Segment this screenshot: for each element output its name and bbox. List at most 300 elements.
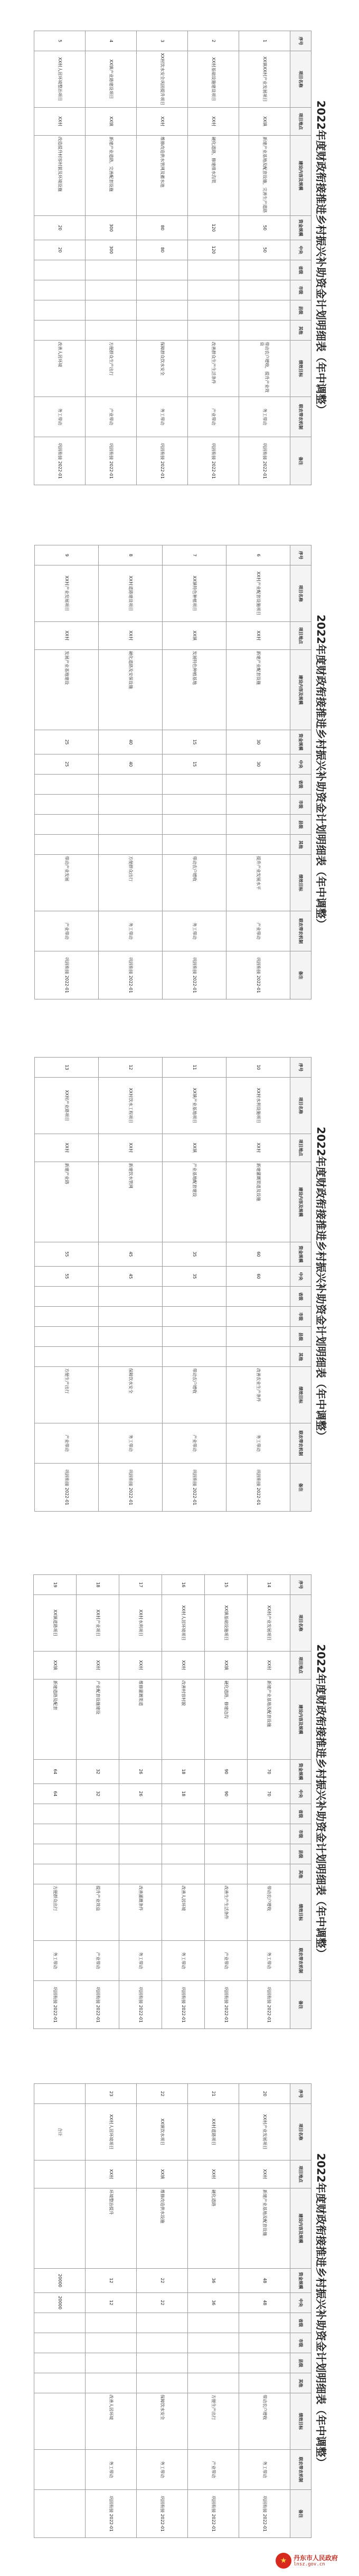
table-cell: 改造提升村容村貌及环境设施 xyxy=(34,135,86,215)
table-cell: XX村水利设施项目 xyxy=(226,1078,290,1134)
column-header: 县级 xyxy=(290,1844,311,1864)
column-header: 省级 xyxy=(290,1804,311,1824)
table-cell: 22 xyxy=(137,2269,188,2293)
table-cell xyxy=(239,2333,290,2353)
table-row xyxy=(163,545,226,999)
table-cell xyxy=(205,1804,248,1824)
funding-table xyxy=(34,1057,311,1512)
table-cell xyxy=(226,835,290,855)
table-cell xyxy=(239,2353,290,2373)
table-cell xyxy=(205,1864,248,1884)
table-cell xyxy=(119,1804,162,1824)
table-cell: 巩固衔接 2022-01 xyxy=(226,1463,290,1511)
table-cell xyxy=(86,280,137,300)
table-cell: XX镇 xyxy=(86,107,137,135)
table-cell: 保障饮水安全 xyxy=(99,1367,163,1423)
table-cell: 12 xyxy=(99,1058,163,1078)
table-cell: 64 xyxy=(34,1760,77,1784)
table-cell: 改善生产生活条件 xyxy=(205,1884,248,1941)
table-cell: 方便群众生产出行 xyxy=(86,341,137,397)
table-cell: 巩固衔接 2022-01 xyxy=(188,2489,239,2537)
table-cell: 新建饮水管网 xyxy=(99,1162,163,1242)
table-row xyxy=(35,1058,99,1512)
table-cell xyxy=(226,1306,290,1326)
table-cell: 硬化道路 xyxy=(188,2188,239,2268)
table-cell xyxy=(137,260,188,280)
table-cell: 务工带动 xyxy=(34,397,86,437)
table-cell xyxy=(239,260,290,280)
table-cell: XX镇 xyxy=(34,1651,77,1679)
table-cell: 巩固衔接 2022-01 xyxy=(86,437,137,485)
table-cell: 55 xyxy=(35,1242,99,1267)
table-row xyxy=(99,1058,163,1512)
column-header: 县级 xyxy=(290,815,311,835)
table-cell: 90 xyxy=(205,1760,248,1784)
table-cell xyxy=(34,1824,77,1844)
table-cell xyxy=(239,300,290,320)
table-cell xyxy=(137,2313,188,2333)
table-row xyxy=(239,31,290,485)
table-cell xyxy=(34,320,86,341)
table-cell: XX村饮水工程项目 xyxy=(99,1078,163,1134)
table-cell xyxy=(239,320,290,341)
table-cell: XX村 xyxy=(77,1651,119,1679)
table-cell: 40 xyxy=(99,730,163,754)
column-header: 其他 xyxy=(290,320,311,341)
table-cell: 带动产业发展 xyxy=(35,855,99,911)
table-row xyxy=(239,2084,290,2538)
table-cell xyxy=(34,2373,86,2393)
table-cell xyxy=(99,1347,163,1367)
table-cell: 方便生产出行 xyxy=(35,1367,99,1423)
table-cell: XX村 xyxy=(239,2160,290,2188)
table-cell xyxy=(99,774,163,794)
table-cell: 改善灌溉条件 xyxy=(119,1884,162,1941)
table-cell: 巩固衔接 2022-01 xyxy=(137,2489,188,2537)
table-cell: 30 xyxy=(226,754,290,774)
table-cell: 14 xyxy=(248,1575,290,1595)
table-cell xyxy=(188,260,239,280)
column-header: 绩效目标 xyxy=(290,855,311,911)
table-cell: 19 xyxy=(34,1575,77,1595)
table-cell: 巩固衔接 2022-01 xyxy=(163,1463,226,1511)
column-header: 建设内容及规模 xyxy=(290,1162,311,1242)
page-title: 2022年度财政衔接推进乡村振兴补助资金计划明细表（年中调整） xyxy=(315,615,327,929)
table-cell: 硬化道路，修建边沟 xyxy=(205,1679,248,1759)
column-header: 备注 xyxy=(290,2489,311,2537)
footer-logo-text xyxy=(294,2554,338,2568)
table-cell: XX村道路项目 xyxy=(188,2104,239,2160)
table-cell: 务工带动 xyxy=(34,1940,77,1980)
table-cell xyxy=(99,1286,163,1306)
table-cell: XX村 xyxy=(119,1651,162,1679)
table-cell xyxy=(86,2353,137,2373)
table-cell: XX村道路建设项目 xyxy=(99,565,163,622)
table-cell xyxy=(34,280,86,300)
table-cell: 巩固衔接 2022-01 xyxy=(119,1980,162,2028)
table-cell xyxy=(248,1844,290,1864)
table-cell: 50 xyxy=(239,216,290,240)
table-cell: 产业带动 xyxy=(35,911,99,951)
table-cell xyxy=(86,300,137,320)
column-header: 项目名称 xyxy=(290,565,311,622)
table-cell: XX镇XX村产业发展项目 xyxy=(239,51,290,108)
column-header: 其他 xyxy=(290,1864,311,1884)
table-cell: 45 xyxy=(99,1242,163,1267)
table-cell: 巩固衔接 2022-01 xyxy=(163,951,226,999)
table-row xyxy=(163,1058,226,1512)
table-row xyxy=(34,1575,77,2029)
table-cell: 务工带动 xyxy=(99,1423,163,1463)
table-cell: XX村产业发展项目 xyxy=(35,565,99,622)
table-cell: 新建产业路 xyxy=(35,1162,99,1242)
table-cell: 15 xyxy=(205,1575,248,1595)
table-cell: 务工带动 xyxy=(137,2449,188,2489)
column-header: 县级 xyxy=(290,1327,311,1347)
table-cell: 45 xyxy=(99,1266,163,1286)
table-cell xyxy=(188,300,239,320)
table-cell: 产业带动 xyxy=(188,2449,239,2489)
table-cell: 务工带动 xyxy=(86,2449,137,2489)
table-cell: 巩固衔接 2022-01 xyxy=(86,2489,137,2537)
table-cell: 55 xyxy=(35,1266,99,1286)
table-cell xyxy=(239,280,290,300)
table-cell xyxy=(205,1824,248,1844)
column-header: 项目名称 xyxy=(290,2104,311,2160)
table-cell: 18 xyxy=(162,1784,205,1804)
table-cell: XX村 xyxy=(137,107,188,135)
table-cell: 务工带动 xyxy=(248,1940,290,1980)
column-header: 联农带农机制 xyxy=(290,397,311,437)
table-cell: 产业带动 xyxy=(86,397,137,437)
table-cell: 40 xyxy=(99,754,163,774)
table-cell: 新建产业道路，完善配套设施 xyxy=(86,135,137,215)
table-cell xyxy=(99,835,163,855)
table-cell xyxy=(34,2449,86,2489)
table-cell xyxy=(34,300,86,320)
table-cell xyxy=(162,1804,205,1824)
table-cell: 23 xyxy=(86,2084,137,2104)
table-cell: XX村产业项目 xyxy=(77,1595,119,1652)
column-header: 建设内容及规模 xyxy=(290,2188,311,2268)
table-cell xyxy=(163,815,226,835)
table-row xyxy=(86,31,137,485)
table-cell xyxy=(163,774,226,794)
table-cell: XX村基础设施建设项目 xyxy=(188,51,239,108)
table-cell: XX村 xyxy=(226,1134,290,1162)
funding-table xyxy=(34,2083,311,2538)
table-cell: 70 xyxy=(248,1784,290,1804)
table-cell xyxy=(163,794,226,814)
column-header: 其他 xyxy=(290,2373,311,2393)
table-cell xyxy=(248,1804,290,1824)
table-cell: 产业带动 xyxy=(205,1940,248,1980)
table-cell: 35 xyxy=(163,1266,226,1286)
column-header: 省级 xyxy=(290,1286,311,1306)
table-row xyxy=(188,31,239,485)
table-cell xyxy=(137,280,188,300)
column-header: 备注 xyxy=(290,1980,311,2028)
table-cell: 务工带动 xyxy=(226,1423,290,1463)
table-cell: XX村人居环境项目 xyxy=(162,1595,205,1652)
column-header: 资金规模 xyxy=(290,730,311,754)
table-cell: 50 xyxy=(239,240,290,260)
table-row xyxy=(248,1575,290,2029)
table-cell: 产业带动 xyxy=(226,911,290,951)
table-cell xyxy=(34,1844,77,1864)
funding-table xyxy=(34,31,311,485)
table-cell: 300 xyxy=(86,240,137,260)
table-cell: XX村人居环境项目 xyxy=(86,2104,137,2160)
table-cell: 16 xyxy=(162,1575,205,1595)
table-cell: 方便生产出行 xyxy=(188,2393,239,2450)
column-header: 中央 xyxy=(290,1266,311,1286)
table-cell xyxy=(34,2160,86,2188)
table-cell: 巩固衔接 2022-01 xyxy=(35,951,99,999)
table-cell: 32 xyxy=(77,1760,119,1784)
table-cell: 48 xyxy=(239,2269,290,2293)
column-header: 其他 xyxy=(290,835,311,855)
table-cell: 硬化道路及安保设施 xyxy=(99,649,163,730)
table-cell xyxy=(34,2188,86,2268)
table-cell xyxy=(86,2313,137,2333)
table-cell xyxy=(119,1864,162,1884)
table-cell: 巩固衔接 2022-01 xyxy=(35,1463,99,1511)
table-cell xyxy=(163,1286,226,1306)
page-title: 2022年度财政衔接推进乡村振兴补助资金计划明细表（年中调整） xyxy=(315,1644,327,1959)
table-cell: 36 xyxy=(188,2269,239,2293)
table-cell: 巩固衔接 2022-01 xyxy=(226,951,290,999)
table-cell xyxy=(137,2333,188,2353)
table-cell: 务工带动 xyxy=(239,397,290,437)
table-cell: 6 xyxy=(226,545,290,565)
table-cell xyxy=(35,794,99,814)
table-cell xyxy=(226,1347,290,1367)
table-cell: 务工带动 xyxy=(137,397,188,437)
table-cell: 300 xyxy=(86,216,137,240)
footer-logo-name: 丹东市人民政府 xyxy=(294,2554,338,2562)
table-page xyxy=(21,529,338,1015)
column-header: 资金规模 xyxy=(290,2269,311,2293)
table-cell: 产业配套设施建设 xyxy=(77,1679,119,1759)
table-cell: XX村 xyxy=(248,1651,290,1679)
table-cell: 硬化道路，修建排水沟渠 xyxy=(188,135,239,215)
table-cell: 新建产业配套设施 xyxy=(226,649,290,730)
table-cell: 25 xyxy=(35,730,99,754)
table-cell: 改善人居环境 xyxy=(162,1884,205,1941)
funding-table xyxy=(34,545,311,999)
table-cell xyxy=(34,260,86,280)
table-cell xyxy=(205,1844,248,1864)
column-header: 省级 xyxy=(290,2313,311,2333)
table-cell: 22 xyxy=(137,2084,188,2104)
table-cell: XX村 xyxy=(35,621,99,649)
table-cell xyxy=(34,1804,77,1824)
table-cell xyxy=(34,2313,86,2333)
table-cell: 8 xyxy=(99,545,163,565)
table-cell: XX村产业配套设施项目 xyxy=(226,565,290,622)
table-cell: 4 xyxy=(86,31,137,51)
table-cell: 产业带动 xyxy=(77,1940,119,1980)
table-cell xyxy=(77,1824,119,1844)
table-cell: XX村人居环境整治项目 xyxy=(34,51,86,108)
table-page xyxy=(21,15,338,501)
column-header: 项目名称 xyxy=(290,1595,311,1652)
table-cell: XX镇道路项目 xyxy=(34,1595,77,1652)
table-cell: XX村 xyxy=(188,2160,239,2188)
table-cell: 70 xyxy=(248,1760,290,1784)
column-header: 中央 xyxy=(290,1784,311,1804)
table-cell xyxy=(34,2393,86,2450)
table-cell: XX镇 xyxy=(137,2160,188,2188)
table-cell: 36 xyxy=(188,2292,239,2313)
table-cell: 20000 xyxy=(34,2292,86,2313)
table-cell xyxy=(137,2353,188,2373)
table-cell xyxy=(162,1844,205,1864)
table-row xyxy=(162,1575,205,2029)
table-cell xyxy=(77,1864,119,1884)
table-cell: 26 xyxy=(119,1784,162,1804)
column-header: 绩效目标 xyxy=(290,2393,311,2450)
column-header: 备注 xyxy=(290,437,311,485)
table-cell xyxy=(226,794,290,814)
table-cell: XX村产业路项目 xyxy=(35,1078,99,1134)
table-cell: 80 xyxy=(137,240,188,260)
column-header: 项目地点 xyxy=(290,1651,311,1679)
table-cell xyxy=(226,1327,290,1347)
column-header: 市级 xyxy=(290,280,311,300)
table-cell: XX村产业发展项目 xyxy=(239,2104,290,2160)
table-cell xyxy=(163,1306,226,1326)
table-cell: 发展产业基地建设 xyxy=(35,649,99,730)
table-page xyxy=(21,2068,338,2553)
table-cell: 改善村容村貌 xyxy=(162,1679,205,1759)
table-cell xyxy=(226,815,290,835)
table-cell: 提升产业效益 xyxy=(77,1884,119,1941)
table-cell: 18 xyxy=(77,1575,119,1595)
table-cell: 90 xyxy=(205,1784,248,1804)
table-cell: 产业带动 xyxy=(163,1423,226,1463)
table-cell: 10 xyxy=(226,1058,290,1078)
table-cell: 维修改造供水管网及蓄水池 xyxy=(137,135,188,215)
footer-logo[interactable] xyxy=(276,2550,355,2572)
table-cell: 巩固衔接 2022-01 xyxy=(248,1980,290,2028)
government-emblem-icon: ★ xyxy=(276,2553,291,2569)
column-header: 项目名称 xyxy=(290,51,311,108)
table-cell: 巩固衔接 2022-01 xyxy=(99,1463,163,1511)
table-cell: 13 xyxy=(35,1058,99,1078)
table-cell: 改善群众生产生活条件 xyxy=(188,341,239,397)
column-header: 序号 xyxy=(290,31,311,51)
table-cell xyxy=(188,320,239,341)
table-cell xyxy=(239,2313,290,2333)
table-cell: 3 xyxy=(137,31,188,51)
column-header: 省级 xyxy=(290,774,311,794)
table-cell: 产业带动 xyxy=(188,397,239,437)
table-cell xyxy=(77,1804,119,1824)
table-cell: 15 xyxy=(163,730,226,754)
table-cell xyxy=(119,1824,162,1844)
table-cell: 务工带动 xyxy=(163,911,226,951)
column-header: 联农带农机制 xyxy=(290,911,311,951)
page-title: 2022年度财政衔接推进乡村振兴补助资金计划明细表（年中调整） xyxy=(315,1127,327,1441)
table-cell xyxy=(162,1864,205,1884)
table-row xyxy=(34,2084,86,2538)
table-row xyxy=(34,31,86,485)
column-header: 省级 xyxy=(290,260,311,280)
table-cell xyxy=(35,1306,99,1326)
table-cell: 务工带动 xyxy=(99,911,163,951)
table-cell xyxy=(35,1286,99,1306)
page-title: 2022年度财政衔接推进乡村振兴补助资金计划明细表（年中调整） xyxy=(315,100,327,415)
table-cell xyxy=(119,1844,162,1864)
table-cell: 新建灌溉渠道及设施 xyxy=(226,1162,290,1242)
table-cell: 保障群众饮水安全 xyxy=(137,341,188,397)
table-cell: 1 xyxy=(239,31,290,51)
column-header: 序号 xyxy=(290,1058,311,1078)
column-header: 联农带农机制 xyxy=(290,2449,311,2489)
table-row xyxy=(35,545,99,999)
table-cell: 120 xyxy=(188,216,239,240)
table-cell: 新建产业基地及配套设施，完善生产道路 xyxy=(239,135,290,215)
column-header: 县级 xyxy=(290,2353,311,2373)
table-cell xyxy=(35,815,99,835)
column-header: 中央 xyxy=(290,754,311,774)
table-cell: 务工带动 xyxy=(119,1940,162,1980)
table-cell: XX村产业发展项目 xyxy=(248,1595,290,1652)
table-cell: 改善人居环境 xyxy=(86,2393,137,2450)
table-cell xyxy=(248,1864,290,1884)
table-cell: 务工带动 xyxy=(239,2449,290,2489)
table-cell xyxy=(163,1327,226,1347)
table-cell: XX村饮水安全巩固提升项目 xyxy=(137,51,188,108)
table-cell: 48 xyxy=(239,2292,290,2313)
table-row xyxy=(119,1575,162,2029)
table-cell xyxy=(162,1824,205,1844)
table-cell: XX村 xyxy=(226,621,290,649)
column-header: 绩效目标 xyxy=(290,1367,311,1423)
column-header: 备注 xyxy=(290,1463,311,1511)
column-header: 联农带农机制 xyxy=(290,1423,311,1463)
column-header: 项目地点 xyxy=(290,1134,311,1162)
table-cell: 新建产业基地及配套设施 xyxy=(248,1679,290,1759)
table-cell: 发展特色种植基地 xyxy=(163,649,226,730)
table-cell: 巩固衔接 2022-01 xyxy=(162,1980,205,2028)
table-row xyxy=(205,1575,248,2029)
column-header: 资金规模 xyxy=(290,216,311,240)
column-header: 建设内容及规模 xyxy=(290,649,311,730)
table-cell: XX镇 xyxy=(163,1134,226,1162)
table-cell xyxy=(35,1347,99,1367)
table-cell: 巩固衔接 2022-01 xyxy=(137,437,188,485)
column-header: 项目地点 xyxy=(290,621,311,649)
table-cell xyxy=(77,1844,119,1864)
table-cell: 15 xyxy=(163,754,226,774)
table-cell: 11 xyxy=(163,1058,226,1078)
table-cell: 带动农户增收 xyxy=(163,1367,226,1423)
table-cell xyxy=(137,300,188,320)
table-cell xyxy=(86,260,137,280)
table-cell xyxy=(34,2353,86,2373)
table-cell: 80 xyxy=(137,216,188,240)
table-cell: 5 xyxy=(34,31,86,51)
table-cell: 巩固衔接 2022-01 xyxy=(188,437,239,485)
table-cell xyxy=(99,815,163,835)
table-cell: 方便群众出行 xyxy=(99,855,163,911)
table-cell: 提升产业发展水平 xyxy=(226,855,290,911)
table-cell: 新建产业基地及配套设施 xyxy=(239,2188,290,2268)
table-cell xyxy=(137,320,188,341)
